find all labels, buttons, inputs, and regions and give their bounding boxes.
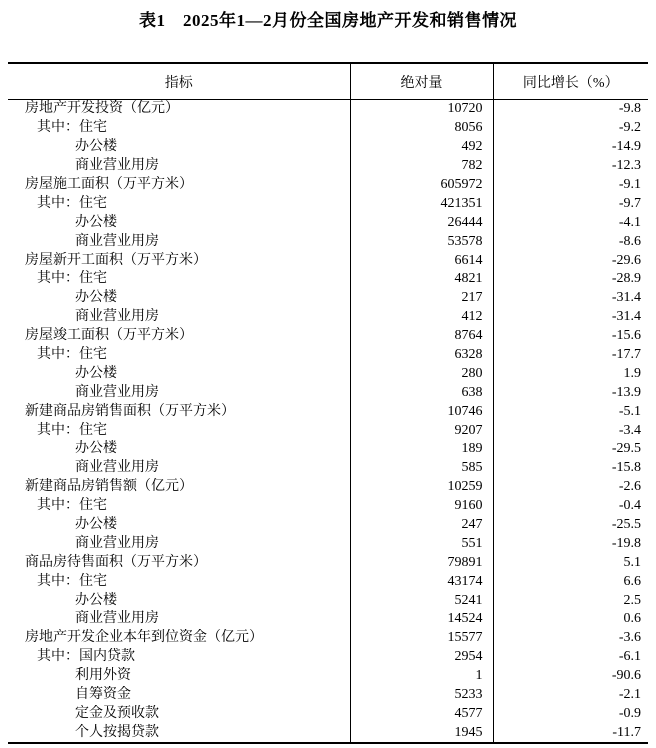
absolute-value-cell: 1945 — [350, 723, 493, 743]
absolute-value-cell: 247 — [350, 516, 493, 535]
table-row — [8, 572, 648, 591]
table-row — [8, 497, 648, 516]
indicator-cell: 商业营业用房 — [75, 158, 159, 174]
indicator-cell: 商业营业用房 — [75, 309, 159, 325]
absolute-value-cell: 14524 — [350, 610, 493, 629]
table-row — [8, 251, 648, 270]
absolute-value-cell: 26444 — [350, 213, 493, 232]
yoy-growth-cell: -11.7 — [493, 723, 648, 743]
absolute-value-cell: 4821 — [350, 270, 493, 289]
table-row — [8, 157, 648, 176]
table-body — [8, 100, 648, 744]
column-header-yoy-growth: 同比增长（%） — [493, 63, 648, 100]
absolute-value-cell: 5241 — [350, 591, 493, 610]
table-row — [8, 591, 648, 610]
table-row — [8, 667, 648, 686]
table-row — [8, 327, 648, 346]
table-row — [8, 534, 648, 553]
yoy-growth-cell: -0.4 — [493, 497, 648, 516]
table-row — [8, 440, 648, 459]
indicator-cell: 自筹资金 — [75, 687, 131, 703]
absolute-value-cell: 10259 — [350, 478, 493, 497]
absolute-value-cell: 217 — [350, 289, 493, 308]
absolute-value-cell: 5233 — [350, 686, 493, 705]
indicator-cell: 办公楼 — [75, 214, 117, 230]
absolute-value-cell: 15577 — [350, 629, 493, 648]
indicator-cell: 办公楼 — [75, 441, 117, 457]
column-header-indicator: 指标 — [8, 63, 350, 100]
table-row — [8, 383, 648, 402]
table-row — [8, 270, 648, 289]
indicator-cell: 房屋新开工面积（万平方米） — [25, 252, 207, 268]
table-row — [8, 364, 648, 383]
absolute-value-cell: 421351 — [350, 194, 493, 213]
indicator-cell: 办公楼 — [75, 365, 117, 381]
indicator-cell: 商业营业用房 — [75, 611, 159, 627]
yoy-growth-cell: -3.4 — [493, 421, 648, 440]
yoy-growth-cell: 5.1 — [493, 553, 648, 572]
yoy-growth-cell: 1.9 — [493, 364, 648, 383]
table-row — [8, 176, 648, 195]
indicator-cell: 商业营业用房 — [75, 384, 159, 400]
yoy-growth-cell: -4.1 — [493, 213, 648, 232]
absolute-value-cell: 1 — [350, 667, 493, 686]
table-row — [8, 629, 648, 648]
table-row — [8, 723, 648, 743]
absolute-value-cell: 79891 — [350, 553, 493, 572]
yoy-growth-cell: -15.8 — [493, 459, 648, 478]
indicator-cell: 新建商品房销售面积（万平方米） — [25, 403, 235, 419]
indicator-cell: 新建商品房销售额（亿元） — [25, 479, 193, 495]
indicator-cell: 利用外资 — [75, 668, 131, 684]
table-row — [8, 402, 648, 421]
table-row — [8, 100, 648, 119]
yoy-growth-cell: -29.5 — [493, 440, 648, 459]
yoy-growth-cell: -2.6 — [493, 478, 648, 497]
table-row — [8, 213, 648, 232]
table-row — [8, 553, 648, 572]
yoy-growth-cell: -28.9 — [493, 270, 648, 289]
absolute-value-cell: 4577 — [350, 705, 493, 724]
table-row — [8, 648, 648, 667]
absolute-value-cell: 8764 — [350, 327, 493, 346]
statistics-table — [8, 62, 648, 744]
yoy-growth-cell: -6.1 — [493, 648, 648, 667]
yoy-growth-cell: -0.9 — [493, 705, 648, 724]
table-row — [8, 686, 648, 705]
yoy-growth-cell: -17.7 — [493, 346, 648, 365]
indicator-cell: 商业营业用房 — [75, 233, 159, 249]
indicator-cell: 其中：住宅 — [37, 573, 107, 589]
absolute-value-cell: 492 — [350, 138, 493, 157]
yoy-growth-cell: -25.5 — [493, 516, 648, 535]
indicator-cell: 商业营业用房 — [75, 460, 159, 476]
table-row — [8, 421, 648, 440]
absolute-value-cell: 638 — [350, 383, 493, 402]
indicator-cell: 办公楼 — [75, 592, 117, 608]
indicator-cell: 房屋竣工面积（万平方米） — [25, 328, 193, 344]
table-row — [8, 610, 648, 629]
table-row — [8, 308, 648, 327]
yoy-growth-cell: -31.4 — [493, 289, 648, 308]
absolute-value-cell: 10746 — [350, 402, 493, 421]
indicator-cell: 其中：住宅 — [37, 120, 107, 136]
yoy-growth-cell: -31.4 — [493, 308, 648, 327]
absolute-value-cell: 605972 — [350, 176, 493, 195]
indicator-cell: 房地产开发企业本年到位资金（亿元） — [25, 630, 263, 646]
yoy-growth-cell: -2.1 — [493, 686, 648, 705]
indicator-cell: 办公楼 — [75, 290, 117, 306]
absolute-value-cell: 585 — [350, 459, 493, 478]
indicator-cell: 商品房待售面积（万平方米） — [25, 554, 207, 570]
absolute-value-cell: 53578 — [350, 232, 493, 251]
table-row — [8, 705, 648, 724]
yoy-growth-cell: -90.6 — [493, 667, 648, 686]
yoy-growth-cell: 6.6 — [493, 572, 648, 591]
yoy-growth-cell: -3.6 — [493, 629, 648, 648]
absolute-value-cell: 43174 — [350, 572, 493, 591]
yoy-growth-cell: -12.3 — [493, 157, 648, 176]
yoy-growth-cell: -9.1 — [493, 176, 648, 195]
table-row — [8, 459, 648, 478]
absolute-value-cell: 6328 — [350, 346, 493, 365]
table-row — [8, 478, 648, 497]
indicator-cell: 其中：国内贷款 — [37, 649, 135, 665]
absolute-value-cell: 2954 — [350, 648, 493, 667]
yoy-growth-cell: -19.8 — [493, 534, 648, 553]
indicator-cell: 其中：住宅 — [37, 195, 107, 211]
table-row — [8, 289, 648, 308]
table-row — [8, 194, 648, 213]
absolute-value-cell: 6614 — [350, 251, 493, 270]
indicator-cell: 办公楼 — [75, 139, 117, 155]
absolute-value-cell: 8056 — [350, 119, 493, 138]
yoy-growth-cell: -9.7 — [493, 194, 648, 213]
yoy-growth-cell: -13.9 — [493, 383, 648, 402]
absolute-value-cell: 10720 — [350, 100, 493, 119]
yoy-growth-cell: 0.6 — [493, 610, 648, 629]
column-header-absolute-value: 绝对量 — [350, 63, 493, 100]
indicator-cell: 商业营业用房 — [75, 535, 159, 551]
yoy-growth-cell: 2.5 — [493, 591, 648, 610]
table-row — [8, 516, 648, 535]
table-row — [8, 346, 648, 365]
absolute-value-cell: 189 — [350, 440, 493, 459]
yoy-growth-cell: -9.8 — [493, 100, 648, 119]
absolute-value-cell: 9160 — [350, 497, 493, 516]
yoy-growth-cell: -14.9 — [493, 138, 648, 157]
yoy-growth-cell: -8.6 — [493, 232, 648, 251]
absolute-value-cell: 9207 — [350, 421, 493, 440]
table-row — [8, 119, 648, 138]
indicator-cell: 办公楼 — [75, 517, 117, 533]
yoy-growth-cell: -5.1 — [493, 402, 648, 421]
indicator-cell: 个人按揭贷款 — [75, 724, 159, 740]
indicator-cell: 房地产开发投资（亿元） — [25, 101, 179, 117]
indicator-cell: 其中：住宅 — [37, 271, 107, 287]
absolute-value-cell: 551 — [350, 534, 493, 553]
table-header — [8, 63, 648, 100]
page-title: 表1 2025年1—2月份全国房地产开发和销售情况 — [139, 11, 517, 30]
header-row — [8, 63, 648, 100]
yoy-growth-cell: -9.2 — [493, 119, 648, 138]
table-row — [8, 232, 648, 251]
yoy-growth-cell: -15.6 — [493, 327, 648, 346]
indicator-cell: 其中：住宅 — [37, 498, 107, 514]
absolute-value-cell: 782 — [350, 157, 493, 176]
absolute-value-cell: 412 — [350, 308, 493, 327]
absolute-value-cell: 280 — [350, 364, 493, 383]
indicator-cell: 其中：住宅 — [37, 422, 107, 438]
indicator-cell: 其中：住宅 — [37, 347, 107, 363]
indicator-cell: 定金及预收款 — [75, 705, 159, 721]
indicator-cell: 房屋施工面积（万平方米） — [25, 177, 193, 192]
table-row — [8, 138, 648, 157]
yoy-growth-cell: -29.6 — [493, 251, 648, 270]
